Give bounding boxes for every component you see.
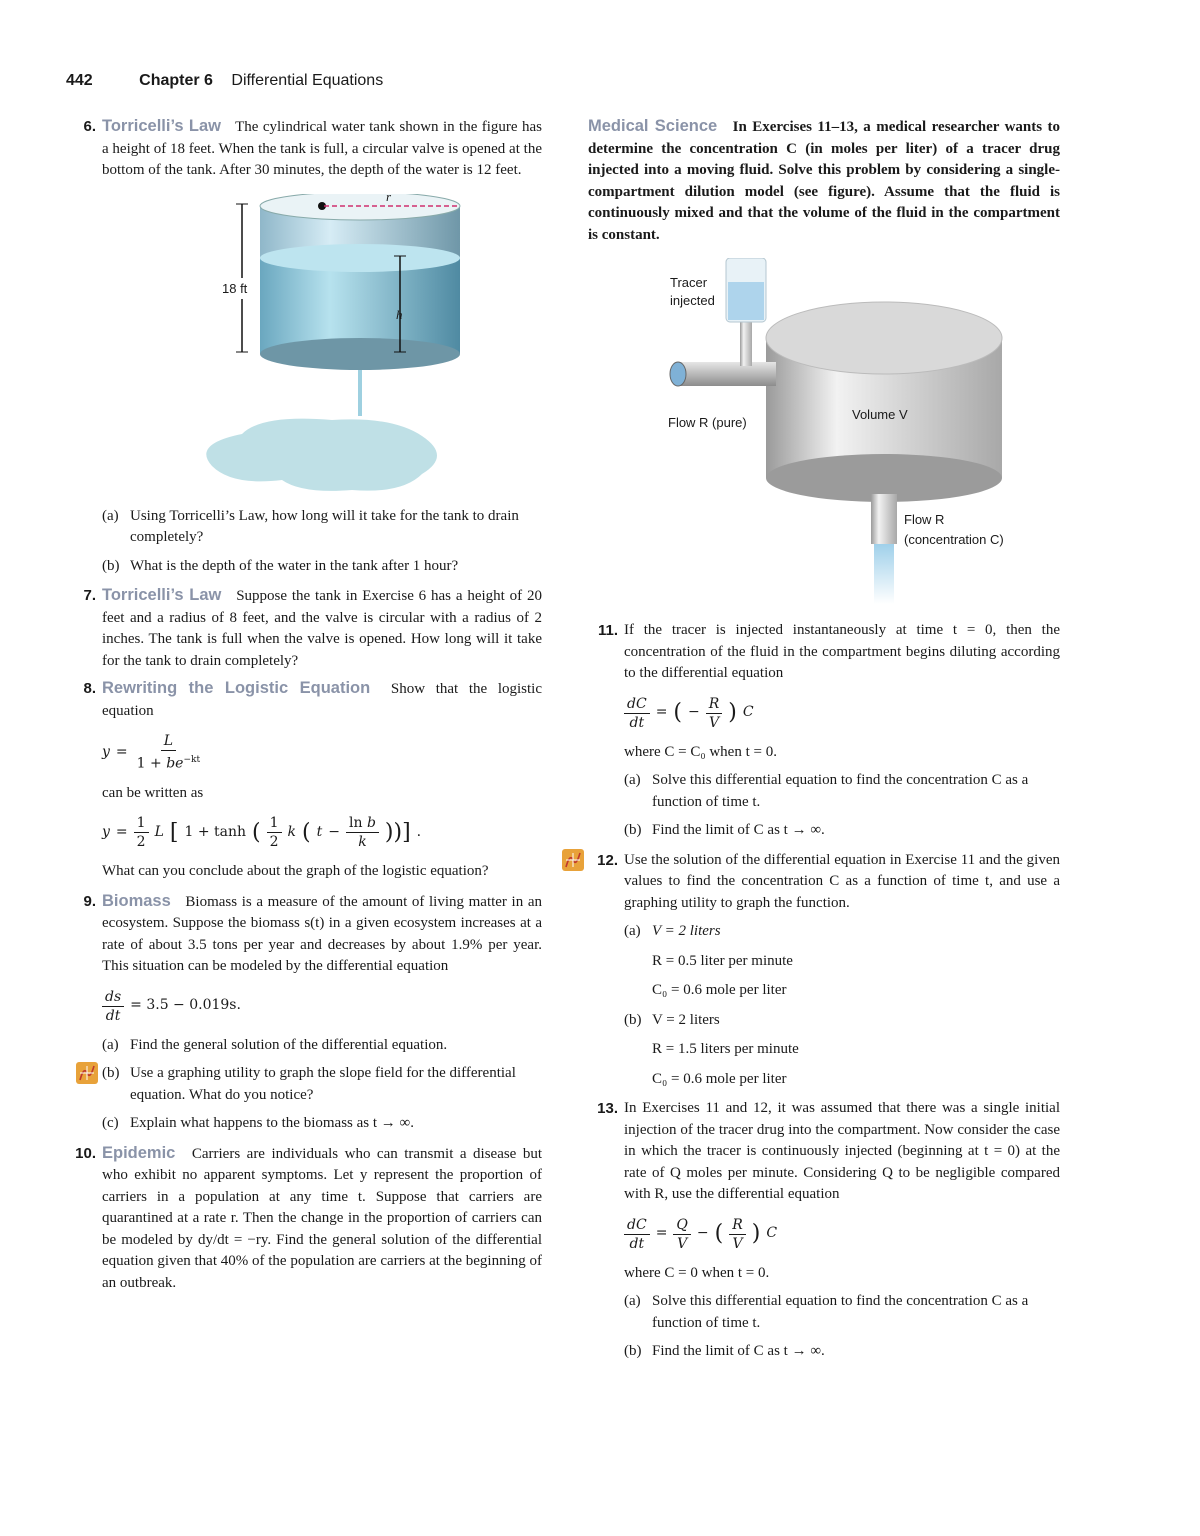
page-header — [66, 72, 383, 90]
exercise-text: In Exercises 11 and 12, it was assumed that there was a single initial injection of the tracer drug into the compartment. Now consider the case in which the tracer is continuously injected (beginning at t = 0) at the rate of Q moles per minute. Considering Q to be negligible compared with R, use the differential equation — [624, 1100, 1060, 1202]
depth-label: h — [396, 306, 403, 322]
exercise-12-part-b-values: R = 1.5 liters per minute C₀ = 0.6 mole per liter — [652, 1041, 799, 1087]
dilution-equation: $\frac{dC}{dt}$ = ( − $\frac{R}{V}$ ) C — [624, 695, 1060, 732]
tracer-label: Tracer injected — [670, 275, 715, 308]
exercise-text: Use the solution of the differential equation in Exercise 11 and the given values to find the concentration C as a function of time t, and use a graphing utility to graph the function. — [624, 851, 1060, 911]
exercise-8-mid: can be written as — [102, 784, 204, 801]
exercise-text: Carriers are individuals who can transmit a disease but who exhibit no apparent symptoms. Let y represent the proportion of carriers in a population at any time t. Suppose that carriers are quarantined at a rate r. Then the change in the proportion of carriers can be modeled by dy/dt = −ry. Find the general solution of the differential equation given that 40% of the population are carriers at the beginning of an outbreak. — [102, 1145, 542, 1291]
exercise-title: Rewriting the Logistic Equation — [102, 679, 371, 697]
exercise-6-part-b: (b) What is the depth of the water in the tank after 1 hour? — [102, 557, 459, 574]
page-number: 442 — [66, 72, 93, 89]
exercise-number: 8. — [83, 680, 96, 697]
exercise-text: The cylindrical water tank shown in the figure has a height of 18 feet. When the tank is full, a circular valve is opened at the bottom of the tank. After 30 minutes, the depth of the water is 12 feet. — [102, 119, 542, 178]
exercise-number: 13. — [597, 1100, 618, 1117]
medical-science-intro — [588, 116, 1060, 246]
intro-text: In Exercises 11–13, a medical researcher wants to determine the concentration C (in moles per liter) of a tracer drug injected into a moving fluid. Solve this problem by considering a single-compartment dilution model (see figure). Assume that the fluid is continuously mixed and that the volume of the fluid in the compartment is constant. — [588, 119, 1061, 243]
exercise-12 — [588, 850, 1060, 915]
flow-in-label: Flow R (pure) — [668, 415, 747, 430]
tanh-equation: y = $\frac{1}{2}$ L [ 1 + tanh ( $\frac{1}{2}$ k ( t − $\frac{\text{ln b}}{k}$ ))] . — [102, 815, 422, 851]
continuous-injection-equation: $\frac{dC}{dt}$ = $\frac{Q}{V}$ − ( $\frac{R}{V}$ ) C — [624, 1216, 1060, 1253]
tank-figure — [102, 188, 542, 494]
exercise-12-part-a: (a) V = 2 liters — [624, 923, 721, 939]
exercise-11-condition: where C = C₀ when t = 0. — [624, 743, 777, 760]
exercise-title: Epidemic — [102, 1143, 176, 1162]
exercise-title: Torricelli’s Law — [102, 117, 221, 135]
chapter-title: Differential Equations — [231, 72, 384, 89]
flow-out-label: Flow R (concentration C) — [904, 512, 1004, 547]
exercise-number: 10. — [75, 1144, 96, 1162]
exercise-title: Biomass — [102, 891, 171, 910]
exercise-12-part-b: (b) V = 2 liters — [624, 1011, 720, 1028]
chapter-label: Chapter 6 — [139, 72, 213, 89]
exercise-9-part-b: (b) Use a graphing utility to graph the slope field for the differential equation. What do you notice? — [102, 1063, 542, 1106]
exercise-9 — [66, 891, 542, 978]
volume-label: Volume V — [852, 407, 908, 422]
biomass-equation: $\frac{ds}{dt}$ = 3.5 − 0.019s. — [102, 988, 542, 1025]
exercise-text: Suppose the tank in Exercise 6 has a height of 20 feet and a radius of 8 feet, and the valve is circular with a radius of 2 inches. The tank is full when the valve is opened. How long will it take for the tank to drain completely? — [102, 588, 542, 669]
exercise-8-question: What can you conclude about the graph of the logistic equation? — [102, 863, 489, 880]
compartment-illustration — [588, 258, 1060, 608]
exercise-number: 11. — [597, 622, 618, 639]
exercise-13-part-b: (b) Find the limit of C as t → ∞. — [624, 1343, 825, 1359]
exercise-number: 6. — [83, 118, 96, 135]
dilution-figure — [588, 258, 1060, 608]
height-label: 18 ft — [222, 278, 247, 300]
left-column — [66, 116, 542, 1300]
exercise-9-part-a: (a) Find the general solution of the differential equation. — [102, 1036, 448, 1053]
exercise-title: Torricelli’s Law — [102, 586, 222, 604]
exercise-6-part-a: (a) Using Torricelli’s Law, how long will it take for the tank to drain completely? — [102, 507, 519, 545]
graphing-utility-icon — [562, 849, 584, 871]
cylinder-tank-illustration — [102, 194, 542, 494]
exercise-number: 7. — [83, 587, 96, 604]
exercise-13-condition: where C = 0 when t = 0. — [624, 1264, 770, 1281]
exercise-11-part-a: (a) Solve this differential equation to find the concentration C as a function of time t. — [624, 772, 1029, 810]
exercise-6 — [66, 116, 542, 182]
exercise-text: Show that the logistic equation — [102, 681, 542, 719]
exercise-number: 12. — [597, 851, 618, 869]
logistic-equation: y = $\frac{L}{1 + be^{-kt}}$ — [102, 733, 201, 772]
right-column — [588, 116, 1060, 1363]
exercise-11 — [588, 620, 1060, 685]
exercise-text: If the tracer is injected instantaneously at time t = 0, then the concentration of the fluid in the compartment begins diluting according to the differential equation — [624, 622, 1060, 681]
exercise-13 — [588, 1098, 1060, 1206]
exercise-12-part-a-values: R = 0.5 liter per minute C₀ = 0.6 mole per liter — [652, 952, 793, 998]
exercise-13-part-a: (a) Solve this differential equation to find the concentration C as a function of time t. — [624, 1293, 1029, 1331]
exercise-number: 9. — [83, 892, 96, 910]
exercise-11-part-b: (b) Find the limit of C as t → ∞. — [624, 822, 825, 838]
exercise-7 — [66, 585, 542, 672]
exercise-8 — [66, 678, 542, 722]
section-title: Medical Science — [588, 117, 718, 135]
graphing-utility-icon — [76, 1062, 98, 1084]
radius-label: r — [386, 188, 392, 204]
exercise-10 — [66, 1143, 542, 1295]
exercise-9-part-c: (c) Explain what happens to the biomass as t → ∞. — [102, 1115, 414, 1132]
exercise-text: Biomass is a measure of the amount of living matter in an ecosystem. Suppose the biomass s(t) in a given ecosystem increases at a rate of about 3.5 tons per year and decreases by about 1.9% per year. This situation can be modeled by the differential equation — [102, 893, 542, 975]
